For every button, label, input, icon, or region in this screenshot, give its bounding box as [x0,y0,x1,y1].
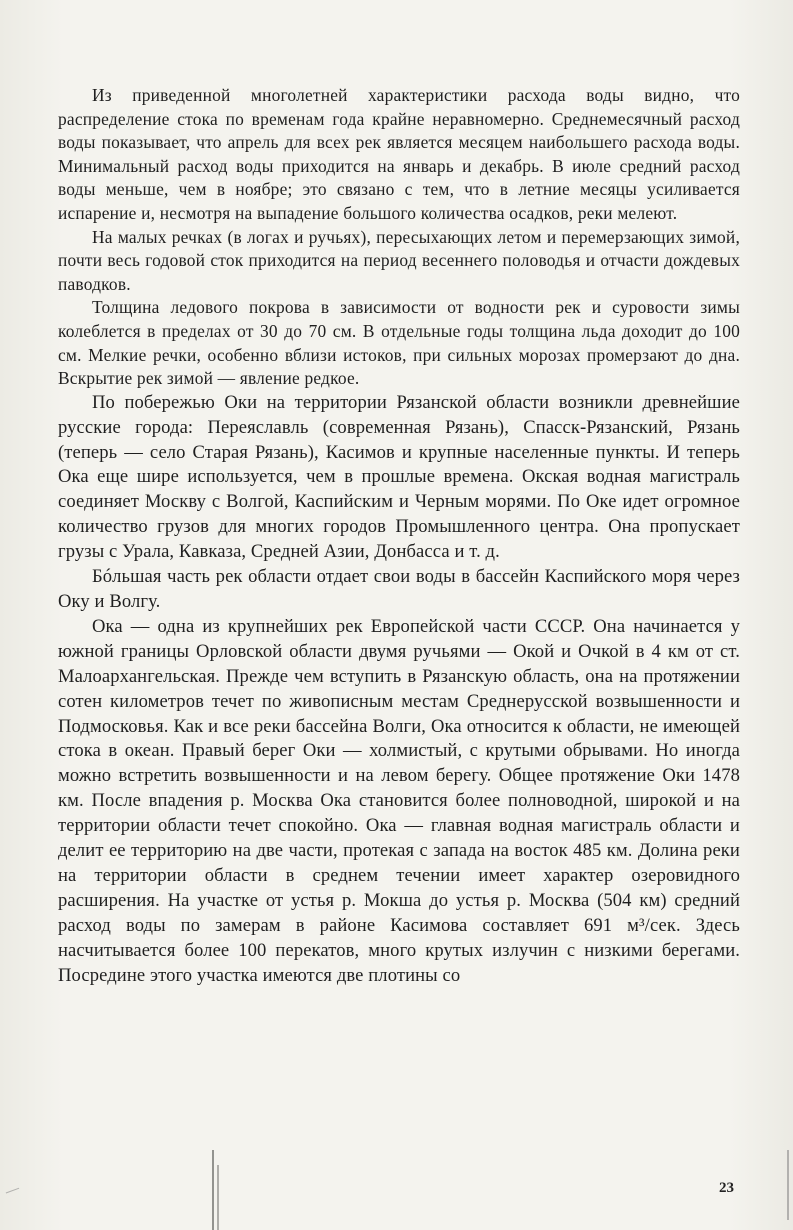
paragraph-ice-cover: Толщина ледового покрова в зависимости от водности рек и суровости зимы колеблется в пределах от 30 до 70 см. В отдельные годы толщина льда доходит до 100 см. Мелкие речки, особенно вблизи истоков, при сильных морозах промерзают до дна. Вскрытие рек зимой — явление редкое. [58,297,740,389]
body-text [58,84,740,988]
binding-shadow-line [212,1150,214,1230]
paragraph-flow-distribution: Из приведенной многолетней характеристики расхода воды видно, что распределение стока по временам года крайне неравномерно. Среднемесячный расход воды показывает, что апрель для всех рек является месяцем наибольшего расхода воды. Минимальный расход воды приходится на январь и декабрь. В июле средний расход воды меньше, чем в ноябре; это связано с тем, что в летние месяцы усиливается испарение и, несмотря на выпадение большого количества осадков, реки мелеют. [58,85,740,223]
paragraph-caspian-basin: Бóльшая часть рек области отдает свои воды в бассейн Каспийского моря через Оку и Волгу. [58,566,740,612]
binding-shadow-line [217,1165,219,1230]
paragraph-ancient-cities: По побережью Оки на территории Рязанской области возникли древнейшие русские города: Переяславль (современная Рязань), Спасск-Рязанский, Рязань (теперь — село Старая Рязань), Касимов и крупные населенные пункты. И теперь Ока еще шире используется, чем в прошлые времена. Окская водная магистраль соединяет Москву с Волгой, Каспийским и Черным морями. По Оке идет огромное количество грузов для многих городов Промышленного центра. Она пропускает грузы с Урала, Кавказа, Средней Азии, Донбасса и т. д. [58,391,740,563]
paragraph-oka-river: Ока — одна из крупнейших рек Европейской части СССР. Она начинается у южной границы Орловской области двумя ручьями — Окой и Очкой в 4 км от ст. Малоархангельская. Прежде чем вступить в Рязанскую область, она на протяжении сотен километров течет по живописным местам Среднерусской возвышенности и Подмосковья. Как и все реки бассейна Волги, Ока относится к области, не имеющей стока в океан. Правый берег Оки — холмистый, с крутыми обрывами. Но иногда можно встретить возвышенности и на левом берегу. Общее протяжение Оки 1478 км. После впадения р. Москва Ока становится более полноводной, широкой и на территории области течет спокойно. Ока — главная водная магистраль области и делит ее территорию на две части, протекая с запада на восток 485 км. Долина реки на территории области в среднем течении имеет характер озеровидного расширения. На участке от устья р. Мокша до устья р. Москва (504 км) средний расход воды по замерам в районе Касимова составляет 691 м³/сек. Здесь насчитывается более 100 перекатов, много крутых излучин с низкими берегами. Посредине этого участка имеются две плотины со [58,615,740,986]
page-number: 23 [719,1180,734,1196]
scan-mark [6,1188,21,1197]
paragraph-small-rivers: На малых речках (в логах и ручьях), пересыхающих летом и перемерзающих зимой, почти весь годовой сток приходится на период весеннего половодья и отчасти дождевых паводков. [58,226,740,294]
page-edge-mark [787,1150,789,1220]
